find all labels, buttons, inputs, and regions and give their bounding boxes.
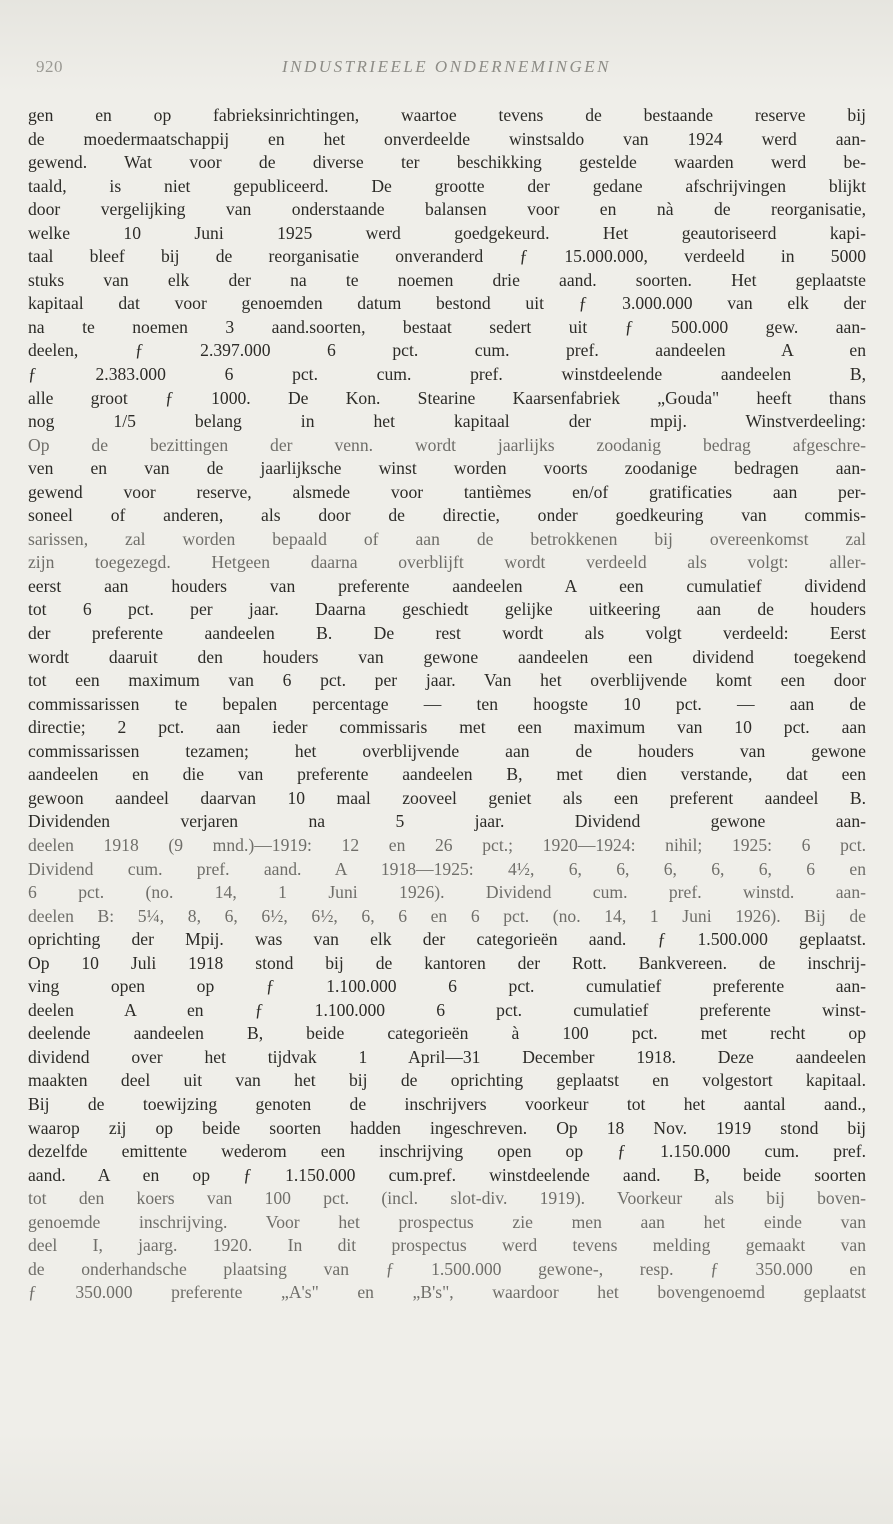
text-line: Dividenden verjaren na 5 jaar. Dividend gewone aan- bbox=[28, 811, 866, 832]
text-line: 6 pct. (no. 14, 1 Juni 1926). Dividend cum. pref. winstd. aan- bbox=[28, 882, 866, 903]
text-line: kapitaal dat voor genoemden datum bestond uit ƒ 3.000.000 van elk der bbox=[28, 293, 866, 314]
text-line: tot den koers van 100 pct. (incl. slot-div. 1919). Voorkeur als bij boven- bbox=[28, 1188, 866, 1209]
text-line: Op 10 Juli 1918 stond bij de kantoren der Rott. Bankvereen. de inschrij- bbox=[28, 952, 866, 973]
text-line: der preferente aandeelen B. De rest wordt als volgt verdeeld: Eerst bbox=[28, 623, 866, 644]
text-line: na te noemen 3 aand.soorten, bestaat sedert uit ƒ 500.000 gew. aan- bbox=[28, 316, 866, 337]
text-line: door vergelijking van onderstaande balansen voor en nà de reorganisatie, bbox=[28, 199, 866, 220]
body-text bbox=[28, 104, 866, 1305]
text-line: oprichting der Mpij. was van elk der categorieën aand. ƒ 1.500.000 geplaatst. bbox=[28, 929, 866, 950]
text-line: commissarissen tezamen; het overblijvende aan de houders van gewone bbox=[28, 740, 866, 761]
text-line: directie; 2 pct. aan ieder commissaris met een maximum van 10 pct. aan bbox=[28, 717, 866, 738]
text-line: deel I, jaarg. 1920. In dit prospectus werd tevens melding gemaakt van bbox=[28, 1235, 866, 1256]
text-line: ven en van de jaarlijksche winst worden voorts zoodanige bedragen aan- bbox=[28, 458, 866, 479]
text-line: alle groot ƒ 1000. De Kon. Stearine Kaarsenfabriek „Gouda" heeft thans bbox=[28, 387, 866, 408]
text-line: eerst aan houders van preferente aandeelen A een cumulatief dividend bbox=[28, 575, 866, 596]
text-line: tot 6 pct. per jaar. Daarna geschiedt gelijke uitkeering aan de houders bbox=[28, 599, 866, 620]
running-title: INDUSTRIEELE ONDERNEMINGEN bbox=[282, 57, 611, 76]
text-line: genoemde inschrijving. Voor het prospectus zie men aan het einde van bbox=[28, 1211, 866, 1232]
text-line: Bij de toewijzing genoten de inschrijvers voorkeur tot het aantal aand., bbox=[28, 1093, 866, 1114]
text-line: gen en op fabrieksinrichtingen, waartoe tevens de bestaande reserve bij bbox=[28, 105, 866, 125]
text-line: Dividend cum. pref. aand. A 1918—1925: 4½, 6, 6, 6, 6, 6, 6 en bbox=[28, 858, 866, 879]
text-line: taal bleef bij de reorganisatie onveranderd ƒ 15.000.000, verdeeld in 5000 bbox=[28, 246, 866, 267]
text-line: waarop zij op beide soorten hadden ingeschreven. Op 18 Nov. 1919 stond bij bbox=[28, 1117, 866, 1138]
text-line: ƒ 2.383.000 6 pct. cum. pref. winstdeelende aandeelen B, bbox=[28, 364, 866, 385]
text-line: deelende aandeelen B, beide categorieën à 100 pct. met recht op bbox=[28, 1023, 866, 1044]
text-line: taald, is niet gepubliceerd. De grootte der gedane afschrijvingen blijkt bbox=[28, 175, 866, 196]
text-line: maakten deel uit van het bij de oprichting geplaatst en volgestort kapitaal. bbox=[28, 1070, 866, 1091]
text-line: ving open op ƒ 1.100.000 6 pct. cumulatief preferente aan- bbox=[28, 976, 866, 997]
text-line: stuks van elk der na te noemen drie aand. soorten. Het geplaatste bbox=[28, 269, 866, 290]
text-line: tot een maximum van 6 pct. per jaar. Van het overblijvende komt een door bbox=[28, 670, 866, 691]
text-line: deelen A en ƒ 1.100.000 6 pct. cumulatief preferente winst- bbox=[28, 999, 866, 1020]
text-line: Op de bezittingen der venn. wordt jaarlijks zoodanig bedrag afgeschre- bbox=[28, 434, 866, 455]
text-line: ƒ 350.000 preferente „A's" en „B's", waardoor het bovengenoemd geplaatst bbox=[28, 1282, 866, 1303]
text-line: gewend voor reserve, alsmede voor tantièmes en/of gratificaties aan per- bbox=[28, 481, 866, 502]
text-line: deelen B: 5¼, 8, 6, 6½, 6½, 6, 6 en 6 pct. (no. 14, 1 Juni 1926). Bij de bbox=[28, 905, 866, 926]
text-line: gewend. Wat voor de diverse ter beschikking gestelde waarden werd be- bbox=[28, 152, 866, 173]
text-line: dividend over het tijdvak 1 April—31 December 1918. Deze aandeelen bbox=[28, 1046, 866, 1067]
text-line: commissarissen te bepalen percentage — ten hoogste 10 pct. — aan de bbox=[28, 693, 866, 714]
text-line: sarissen, zal worden bepaald of aan de betrokkenen bij overeenkomst zal bbox=[28, 528, 866, 549]
page-number: 920 bbox=[36, 57, 63, 76]
text-line: aandeelen en die van preferente aandeelen B, met dien verstande, dat een bbox=[28, 764, 866, 785]
text-line: deelen, ƒ 2.397.000 6 pct. cum. pref. aandeelen A en bbox=[28, 340, 866, 361]
text-line: dezelfde emittente wederom een inschrijving open op ƒ 1.150.000 cum. pref. bbox=[28, 1141, 866, 1162]
text-line: de moedermaatschappij en het onverdeelde winstsaldo van 1924 werd aan- bbox=[28, 128, 866, 149]
text-line: deelen 1918 (9 mnd.)—1919: 12 en 26 pct.; 1920—1924: nihil; 1925: 6 pct. bbox=[28, 834, 866, 855]
text-line: soneel of anderen, als door de directie, onder goedkeuring van commis- bbox=[28, 505, 866, 526]
text-line: wordt daaruit den houders van gewone aandeelen een dividend toegekend bbox=[28, 646, 866, 667]
text-line: nog 1/5 belang in het kapitaal der mpij. Winstverdeeling: bbox=[28, 411, 866, 432]
text-line: zijn toegezegd. Hetgeen daarna overblijft wordt verdeeld als volgt: aller- bbox=[28, 552, 866, 573]
text-line: gewoon aandeel daarvan 10 maal zooveel geniet als een preferent aandeel B. bbox=[28, 787, 866, 808]
text-line: welke 10 Juni 1925 werd goedgekeurd. Het geautoriseerd kapi- bbox=[28, 222, 866, 243]
text-line: de onderhandsche plaatsing van ƒ 1.500.000 gewone-, resp. ƒ 350.000 en bbox=[28, 1258, 866, 1279]
text-line: aand. A en op ƒ 1.150.000 cum.pref. winstdeelende aand. B, beide soorten bbox=[28, 1164, 866, 1185]
